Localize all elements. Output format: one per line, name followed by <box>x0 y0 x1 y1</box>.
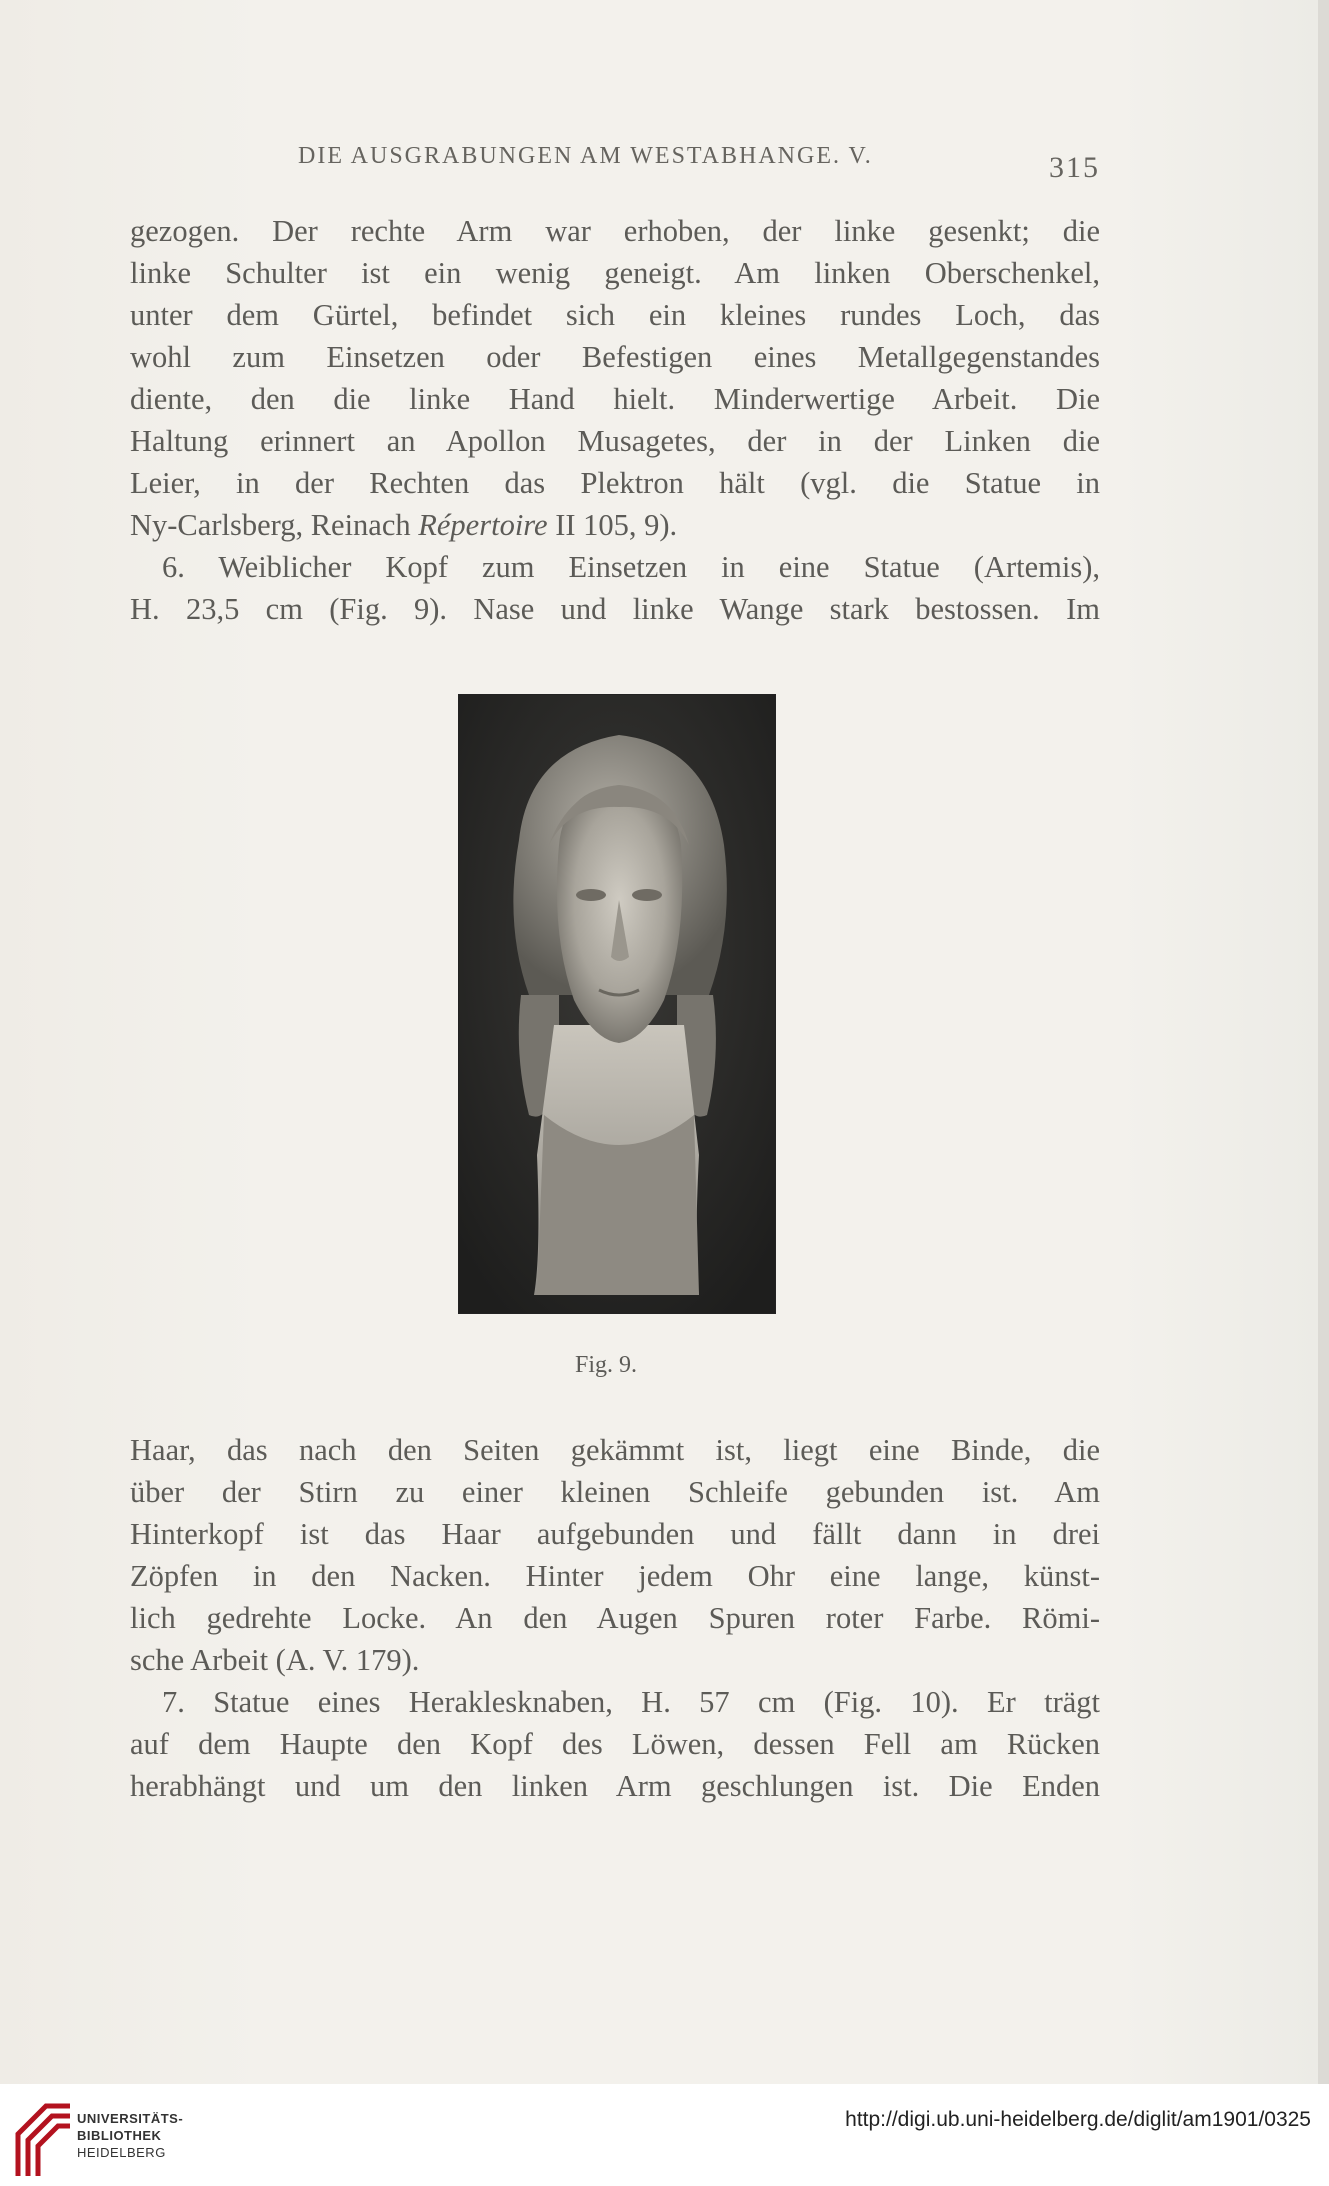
library-name-line1: UNIVERSITÄTS- <box>77 2111 184 2126</box>
body-text-bottom <box>130 1429 1100 1807</box>
citation-prefix: Ny-Carlsberg, Reinach <box>130 508 419 542</box>
text-line: Hinterkopf ist das Haar aufgebunden und fällt dann in drei <box>130 1517 1100 1551</box>
library-name-line2: BIBLIOTHEK <box>77 2128 162 2143</box>
text-line: auf dem Haupte den Kopf des Löwen, dessen Fell am Rücken <box>130 1727 1100 1761</box>
text-line: sche Arbeit (A. V. 179). <box>130 1643 420 1677</box>
text-line-citation <box>130 504 1100 546</box>
text-line-item-7: 7. Statue eines Heraklesknaben, H. 57 cm (Fig. 10). Er trägt <box>162 1685 1100 1719</box>
text-line: Zöpfen in den Nacken. Hinter jedem Ohr eine lange, künst- <box>130 1559 1100 1593</box>
text-line: diente, den die linke Hand hielt. Minderwertige Arbeit. Die <box>130 382 1100 416</box>
digitization-footer <box>0 2084 1329 2186</box>
body-text-top <box>130 210 1100 630</box>
text-line: herabhängt und um den linken Arm geschlungen ist. Die Enden <box>130 1769 1100 1803</box>
text-line: lich gedrehte Locke. An den Augen Spuren roter Farbe. Römi- <box>130 1601 1100 1635</box>
running-header <box>130 143 1100 183</box>
page-number: 315 <box>1049 151 1100 184</box>
text-line: gezogen. Der rechte Arm war erhoben, der linke gesenkt; die <box>130 214 1100 248</box>
text-line: wohl zum Einsetzen oder Befestigen eines Metallgegenstandes <box>130 340 1100 374</box>
text-line: über der Stirn zu einer kleinen Schleife gebunden ist. Am <box>130 1475 1100 1509</box>
citation-suffix: II 105, 9). <box>547 508 678 542</box>
figure-caption: Fig. 9. <box>575 1352 638 1378</box>
text-line: Haltung erinnert an Apollon Musagetes, der in der Linken die <box>130 424 1100 458</box>
figure-photo-head <box>458 694 776 1314</box>
text-line: H. 23,5 cm (Fig. 9). Nase und linke Wange stark bestossen. Im <box>130 592 1100 626</box>
citation-italic-title: Répertoire <box>418 508 548 542</box>
library-name <box>77 2110 183 2161</box>
library-logo-icon <box>12 2096 76 2180</box>
sculpture-head-image <box>459 695 775 1313</box>
library-name-line3: HEIDELBERG <box>77 2145 166 2160</box>
text-line: linke Schulter ist ein wenig geneigt. Am linken Oberschenkel, <box>130 256 1100 290</box>
text-line: Leier, in der Rechten das Plektron hält (vgl. die Statue in <box>130 466 1100 500</box>
running-title: DIE AUSGRABUNGEN AM WESTABHANGE. V. <box>298 143 873 169</box>
text-line: unter dem Gürtel, befindet sich ein kleines rundes Loch, das <box>130 298 1100 332</box>
page-edge <box>1318 0 1329 2186</box>
text-line-item-6: 6. Weiblicher Kopf zum Einsetzen in eine Statue (Artemis), <box>162 550 1100 584</box>
text-line: Haar, das nach den Seiten gekämmt ist, liegt eine Binde, die <box>130 1433 1100 1467</box>
permalink-url[interactable]: http://digi.ub.uni-heidelberg.de/diglit/am1901/0325 <box>845 2108 1311 2131</box>
